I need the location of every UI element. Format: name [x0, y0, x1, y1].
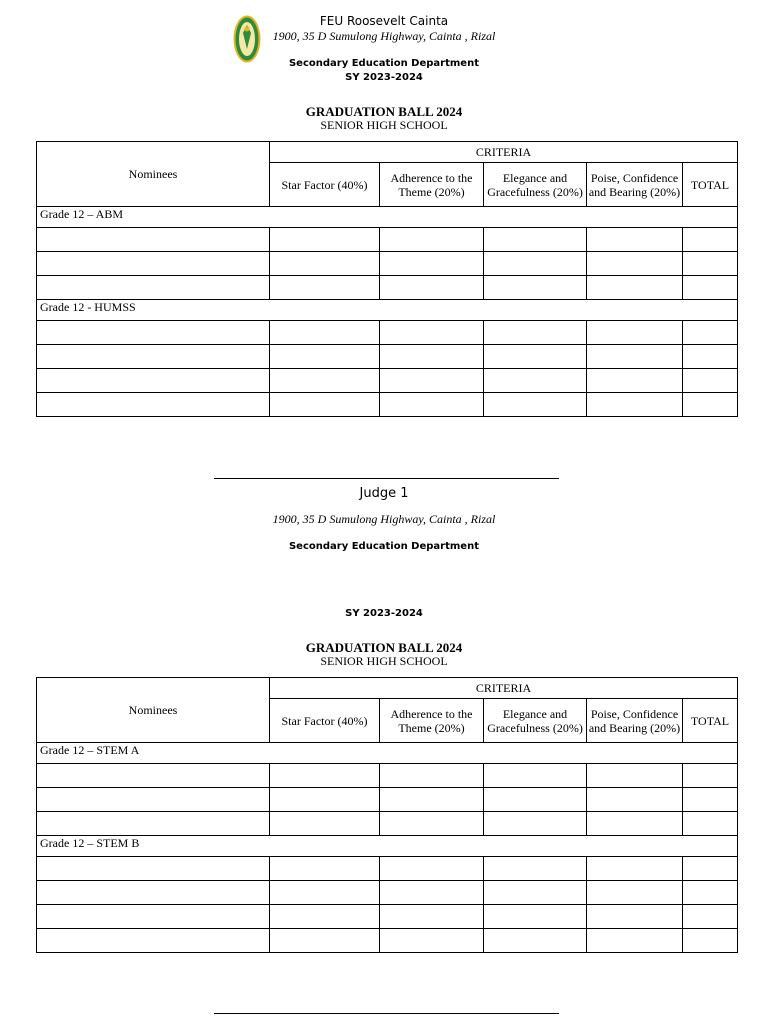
total-header: TOTAL	[683, 699, 738, 743]
school-name: FEU Roosevelt Cainta	[319, 14, 449, 28]
criteria-header: CRITERIA	[270, 678, 738, 699]
table-row	[37, 812, 738, 836]
table-row	[37, 881, 738, 905]
nominees-header: Nominees	[37, 142, 270, 207]
elegance-header: Elegance and Gracefulness (20%)	[484, 699, 587, 743]
school-address: 1900, 35 D Sumulong Highway, Cainta , Rizal	[272, 512, 496, 526]
nominees-header: Nominees	[37, 678, 270, 743]
event-title: GRADUATION BALL 2024	[305, 640, 463, 655]
event-subtitle: SENIOR HIGH SCHOOL	[320, 118, 448, 132]
school-year: SY 2023-2024	[345, 608, 423, 619]
poise-header: Poise, Confidence and Bearing (20%)	[587, 163, 683, 207]
school-address: 1900, 35 D Sumulong Highway, Cainta , Rizal	[272, 29, 496, 43]
table-row	[37, 929, 738, 953]
judge-label: Judge 1	[359, 486, 409, 501]
department-title: Secondary Education Department	[288, 58, 479, 69]
event-title: GRADUATION BALL 2024	[305, 104, 463, 119]
table-row	[37, 788, 738, 812]
signature-line	[214, 1013, 559, 1014]
table-row	[37, 857, 738, 881]
table-row	[37, 228, 738, 252]
table-row	[37, 321, 738, 345]
table-row	[37, 764, 738, 788]
table-row	[37, 905, 738, 929]
elegance-header: Elegance and Gracefulness (20%)	[484, 163, 587, 207]
adherence-header: Adherence to the Theme (20%)	[380, 163, 484, 207]
adherence-header: Adherence to the Theme (20%)	[380, 699, 484, 743]
total-header: TOTAL	[683, 163, 738, 207]
score-table-2	[36, 677, 738, 953]
table-row	[37, 345, 738, 369]
score-table-1	[36, 141, 738, 417]
criteria-header: CRITERIA	[270, 142, 738, 163]
star-factor-header: Star Factor (40%)	[270, 163, 380, 207]
group-label: Grade 12 – ABM	[37, 207, 738, 228]
table-row	[37, 252, 738, 276]
school-year: SY 2023-2024	[345, 72, 423, 83]
table-row	[37, 369, 738, 393]
table-row	[37, 393, 738, 417]
event-subtitle: SENIOR HIGH SCHOOL	[320, 654, 448, 668]
group-label: Grade 12 – STEM A	[37, 743, 738, 764]
group-label: Grade 12 - HUMSS	[37, 300, 738, 321]
table-row	[37, 276, 738, 300]
signature-line	[214, 478, 559, 479]
poise-header: Poise, Confidence and Bearing (20%)	[587, 699, 683, 743]
group-label: Grade 12 – STEM B	[37, 836, 738, 857]
department-title: Secondary Education Department	[288, 541, 479, 552]
star-factor-header: Star Factor (40%)	[270, 699, 380, 743]
